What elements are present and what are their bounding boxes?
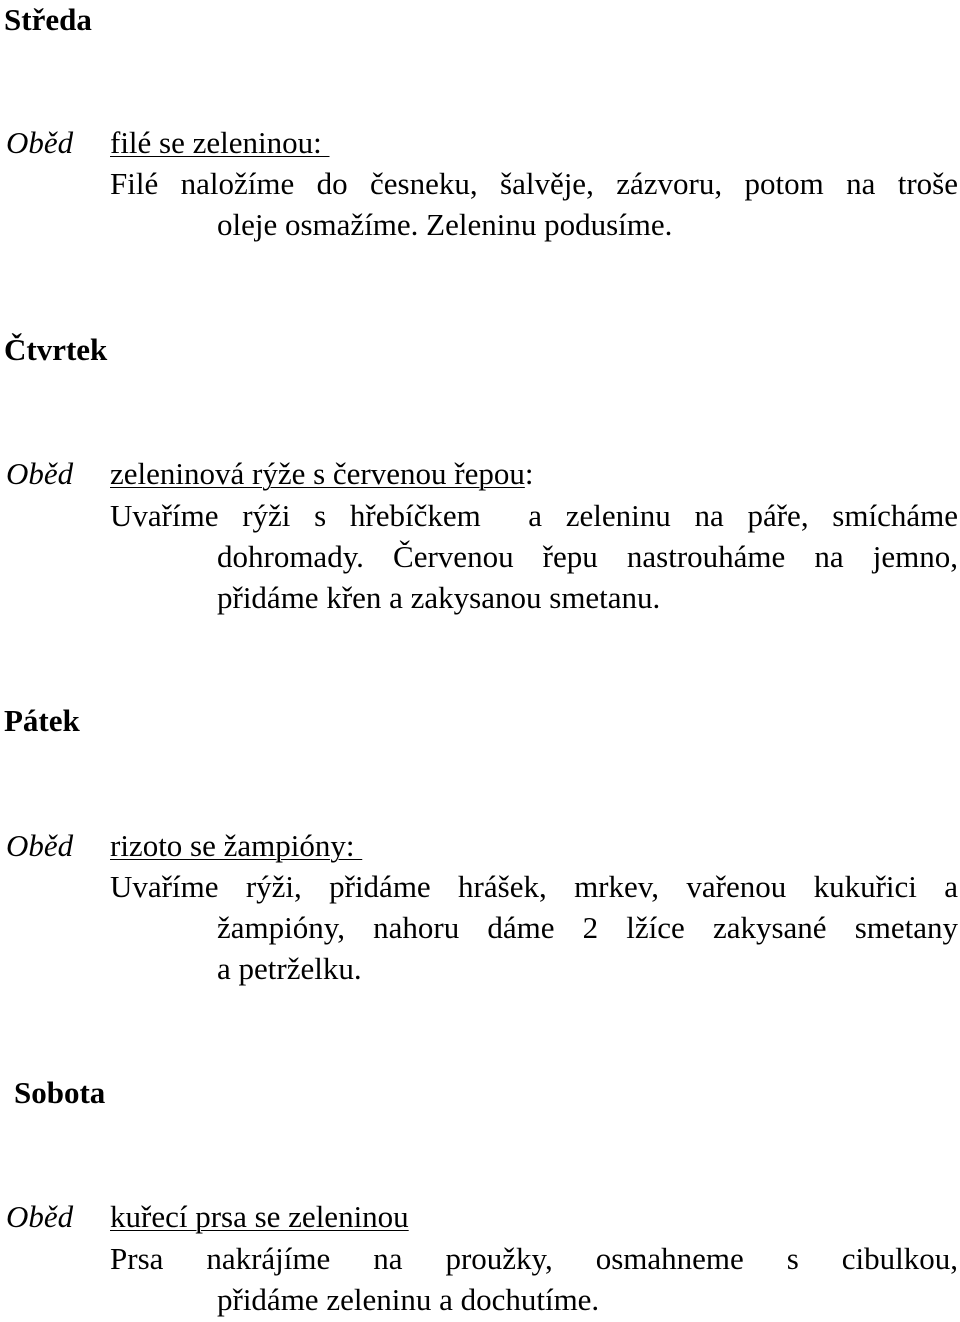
day-heading-streda: Středa	[4, 2, 92, 37]
recipe-text-patek-line-3: a petrželku.	[217, 951, 362, 986]
recipe-text-sobota-line-2: přidáme zeleninu a dochutíme.	[217, 1282, 600, 1317]
recipe-text-ctvrtek-line-1: Uvaříme rýži s hřebíčkem a zeleninu na páře, smícháme	[110, 498, 958, 533]
recipe-title-streda: filé se zeleninou:	[110, 125, 330, 160]
meal-label-sobota: Oběd	[6, 1199, 74, 1234]
recipe-title-patek: rizoto se žampióny:	[110, 828, 363, 863]
day-heading-sobota: Sobota	[14, 1075, 106, 1110]
recipe-title-sobota: kuřecí prsa se zeleninou	[110, 1199, 409, 1234]
recipe-title-ctvrtek-wrapper	[110, 456, 533, 492]
recipe-title-ctvrtek: zeleninová rýže s červenou řepou	[110, 456, 525, 491]
recipe-text-ctvrtek-line-3: přidáme křen a zakysanou smetanu.	[217, 580, 661, 615]
recipe-text-sobota-line-1: Prsa nakrájíme na proužky, osmahneme s cibulkou,	[110, 1241, 958, 1276]
recipe-text-ctvrtek-line-2: dohromady. Červenou řepu nastrouháme na jemno,	[217, 539, 958, 574]
recipe-text-streda-line-2: oleje osmažíme. Zeleninu podusíme.	[217, 207, 673, 242]
day-heading-ctvrtek: Čtvrtek	[4, 332, 108, 367]
meal-label-ctvrtek: Oběd	[6, 456, 74, 491]
meal-label-patek: Oběd	[6, 828, 74, 863]
meal-label-streda: Oběd	[6, 125, 74, 160]
recipe-title-ctvrtek-colon: :	[524, 456, 534, 491]
recipe-text-streda-line-1: Filé naložíme do česneku, šalvěje, zázvoru, potom na troše	[110, 166, 958, 201]
recipe-text-patek-line-1: Uvaříme rýži, přidáme hrášek, mrkev, vařenou kukuřici a	[110, 869, 958, 904]
day-heading-patek: Pátek	[4, 703, 80, 738]
recipe-text-patek-line-2: žampióny, nahoru dáme 2 lžíce zakysané smetany	[217, 910, 958, 945]
